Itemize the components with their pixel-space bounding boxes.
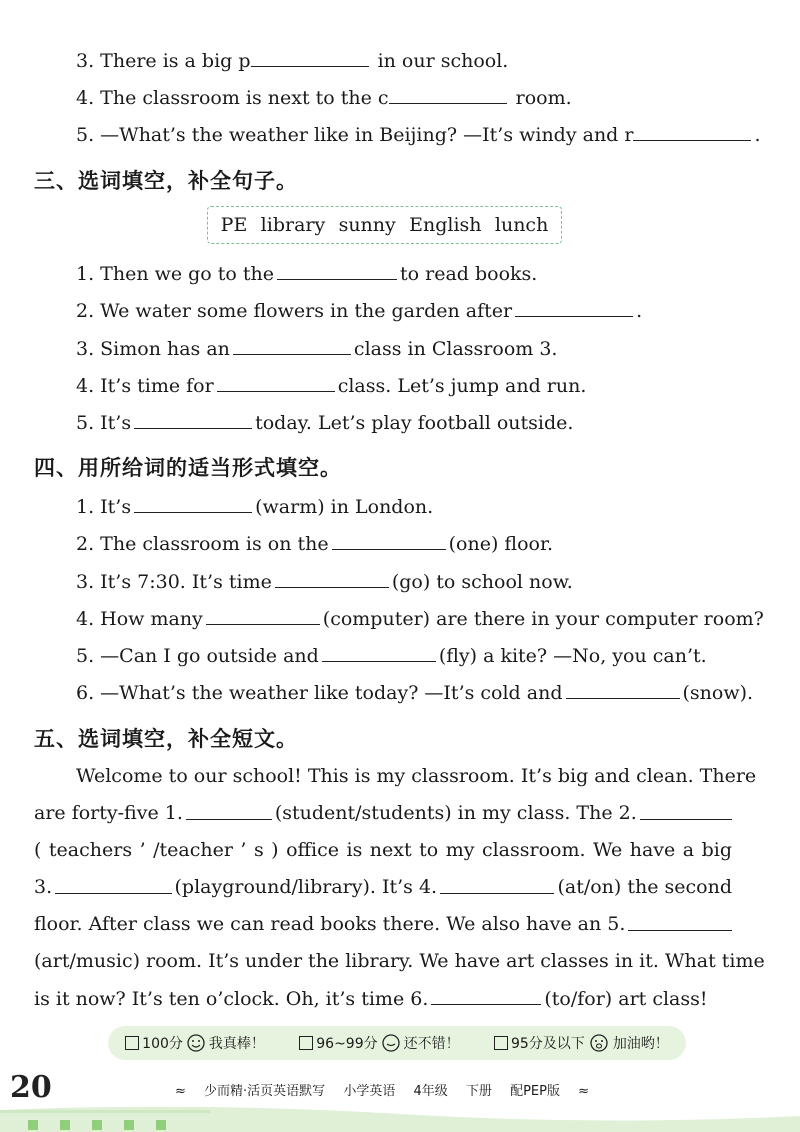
- answer-blank[interactable]: [640, 801, 732, 820]
- deco-square: [28, 1120, 38, 1130]
- cheer-face-icon: [588, 1033, 610, 1053]
- answer-blank[interactable]: [134, 494, 252, 513]
- answer-blank[interactable]: [233, 336, 351, 355]
- book-footer: ≈ 少而精·活页英语默写 小学英语 4年级 下册 配PEP版 ≈: [175, 1084, 590, 1099]
- exercise-line: 4. It’s time for class. Let’s jump and run.: [76, 375, 587, 397]
- answer-blank[interactable]: [515, 298, 633, 317]
- passage-line: are forty-five 1. (student/students) in my class. The 2.: [34, 801, 732, 825]
- answer-blank[interactable]: [206, 606, 320, 625]
- score-option-100[interactable]: 100分 我真棒！: [125, 1033, 265, 1053]
- answer-blank[interactable]: [251, 48, 369, 67]
- checkbox[interactable]: [494, 1036, 508, 1050]
- passage-line: ( teachers ’ /teacher ’ s ) office is next to my classroom. We have a big: [34, 839, 732, 861]
- word-bank-item: lunch: [494, 214, 549, 236]
- score-option-96-99[interactable]: 96~99分 还不错！: [299, 1033, 459, 1053]
- word-bank: [207, 206, 562, 244]
- passage-line: is it now? It’s ten o’clock. Oh, it’s time 6. (to/for) art class!: [34, 988, 708, 1010]
- word-bank-item: English: [409, 214, 482, 236]
- exercise-line: 2. We water some flowers in the garden after .: [76, 300, 643, 322]
- wave-icon: ≈: [175, 1084, 186, 1099]
- answer-blank[interactable]: [332, 531, 446, 550]
- word-bank-item: PE: [220, 214, 248, 236]
- answer-blank[interactable]: [440, 875, 554, 894]
- exercise-line: 6. —What’s the weather like today? —It’s cold and (snow).: [76, 682, 754, 704]
- decorative-footer-band: [0, 1104, 800, 1132]
- answer-blank[interactable]: [275, 569, 389, 588]
- exercise-line: 5. —What’s the weather like in Beijing? —It’s windy and r .: [76, 124, 761, 146]
- section-heading: 三、选词填空，补全句子。: [34, 169, 298, 193]
- section-heading: 五、选词填空，补全短文。: [34, 727, 298, 751]
- exercise-line: 3. It’s 7:30. It’s time (go) to school now.: [76, 571, 573, 593]
- exercise-line: 1. It’s (warm) in London.: [76, 496, 434, 518]
- answer-blank[interactable]: [55, 875, 171, 894]
- passage-line: 3. (playground/library). It’s 4. (at/on) the second: [34, 876, 732, 898]
- checkbox[interactable]: [299, 1036, 313, 1050]
- exercise-line: 5. It’s today. Let’s play football outside.: [76, 412, 574, 434]
- answer-blank[interactable]: [322, 643, 436, 662]
- answer-blank[interactable]: [277, 261, 397, 280]
- answer-blank[interactable]: [134, 410, 252, 429]
- answer-blank[interactable]: [389, 85, 507, 104]
- smile-face-icon: [381, 1033, 401, 1053]
- passage-line: (art/music) room. It’s under the library. We have art classes in it. What time: [34, 950, 765, 972]
- wave-icon: ≈: [578, 1084, 590, 1099]
- exercise-line: 4. The classroom is next to the c room.: [76, 87, 572, 109]
- exercise-line: 1. Then we go to the to read books.: [76, 263, 538, 285]
- answer-blank[interactable]: [566, 680, 680, 699]
- answer-blank[interactable]: [633, 122, 751, 141]
- score-option-95-below[interactable]: 95分及以下 加油哟！: [494, 1033, 669, 1053]
- happy-face-icon: [186, 1033, 206, 1053]
- deco-square: [60, 1120, 70, 1130]
- answer-blank[interactable]: [431, 986, 541, 1005]
- answer-blank[interactable]: [217, 373, 335, 392]
- section-heading: 四、用所给词的适当形式填空。: [34, 456, 342, 480]
- exercise-line: 3. There is a big p in our school.: [76, 50, 509, 72]
- word-bank-item: library: [260, 214, 326, 236]
- answer-blank[interactable]: [186, 801, 272, 820]
- self-assessment-bar: [108, 1026, 686, 1060]
- answer-blank[interactable]: [628, 912, 732, 931]
- exercise-line: 2. The classroom is on the (one) floor.: [76, 533, 553, 555]
- word-bank-item: sunny: [338, 214, 396, 236]
- passage-line: Welcome to our school! This is my classroom. It’s big and clean. There: [76, 765, 757, 787]
- deco-square: [156, 1120, 166, 1130]
- exercise-line: 5. —Can I go outside and (fly) a kite? —No, you can’t.: [76, 645, 707, 667]
- deco-square: [124, 1120, 134, 1130]
- passage-line: floor. After class we can read books there. We also have an 5.: [34, 912, 732, 936]
- exercise-line: 4. How many (computer) are there in your computer room?: [76, 608, 764, 630]
- exercise-line: 3. Simon has an class in Classroom 3.: [76, 338, 558, 360]
- checkbox[interactable]: [125, 1036, 139, 1050]
- page-number: 20: [10, 1070, 52, 1105]
- deco-square: [92, 1120, 102, 1130]
